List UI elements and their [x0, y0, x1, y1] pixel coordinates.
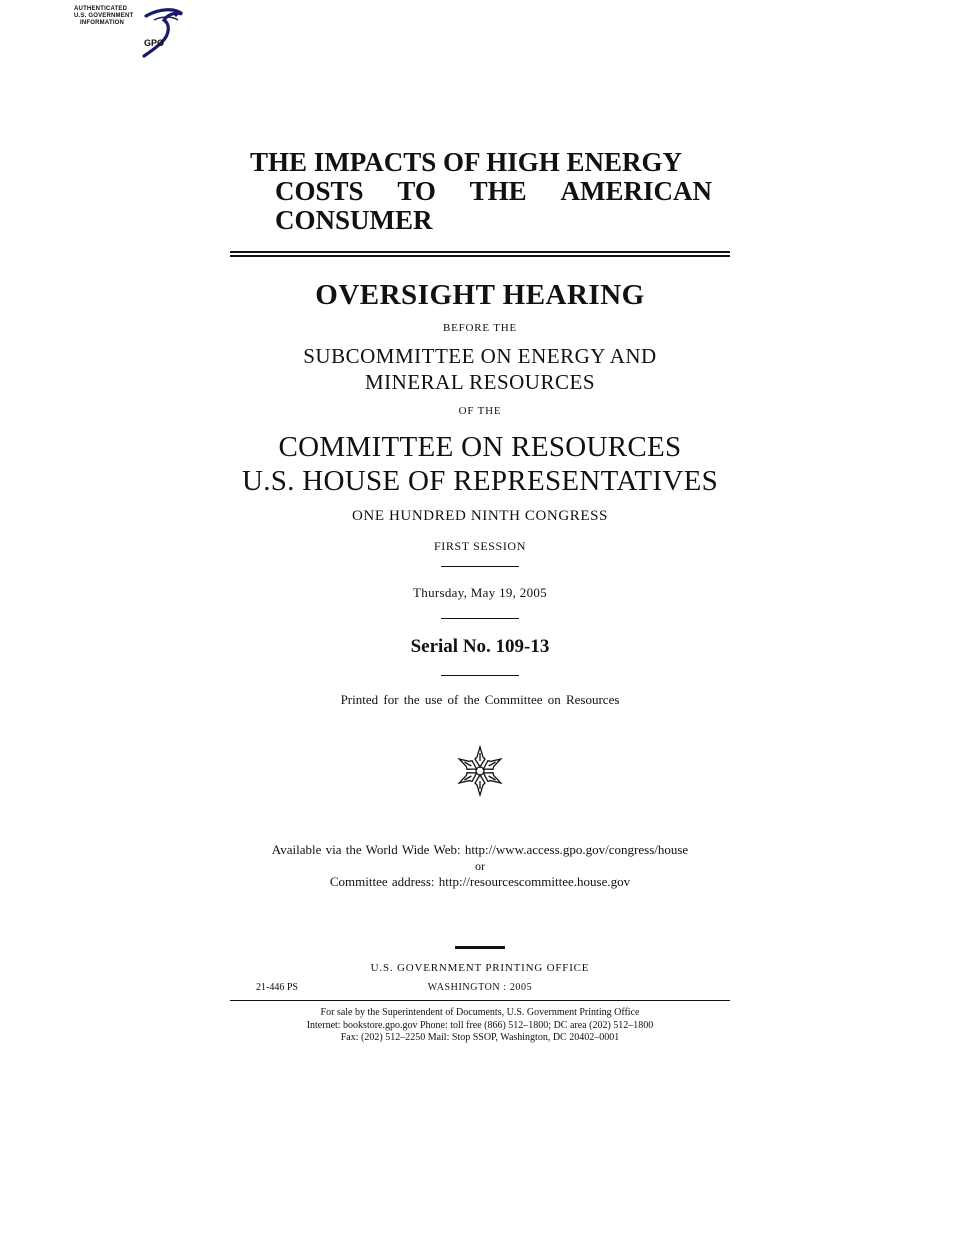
seal-text-authenticated: AUTHENTICATED	[74, 6, 128, 12]
title-line-3: CONSUMER	[275, 205, 433, 235]
title-rule-top	[230, 251, 730, 253]
serial-number: Serial No. 109-13	[410, 636, 550, 657]
sale-line-2: Internet: bookstore.gpo.gov Phone: toll free (866) 512–1800; DC area (202) 512–1800	[306, 1019, 654, 1031]
title-word: THE	[469, 176, 527, 206]
printing-office-name: U.S. GOVERNMENT PRINTING OFFICE	[370, 962, 590, 974]
title-word: TO	[397, 176, 436, 206]
imprint-rule	[455, 946, 505, 949]
sale-notice	[0, 1007, 960, 1045]
stock-number: 21-446 PS	[256, 982, 298, 993]
seal-gpo-mark: GPO	[144, 38, 165, 48]
congress-label: ONE HUNDRED NINTH CONGRESS	[351, 508, 609, 524]
title-line-2	[250, 177, 712, 206]
committee-name: COMMITTEE ON RESOURCES	[278, 431, 682, 463]
seal-text-government: U.S. GOVERNMENT	[74, 13, 134, 19]
of-the-label: OF THE	[458, 405, 502, 417]
house-name: U.S. HOUSE OF REPRESENTATIVES	[241, 465, 719, 497]
imprint-bottom-rule	[230, 1000, 730, 1001]
availability-note	[0, 842, 960, 890]
title-word: COSTS	[275, 176, 364, 206]
title-line-1: THE IMPACTS OF HIGH ENERGY	[250, 147, 683, 177]
hearing-type: OVERSIGHT HEARING	[315, 279, 645, 311]
imprint-location-year: WASHINGTON : 2005	[427, 982, 533, 993]
gpo-star-ornament-icon	[453, 744, 507, 798]
eagle-icon	[136, 6, 186, 58]
document-title	[250, 148, 712, 235]
title-rule-bottom	[230, 255, 730, 257]
title-word: AMERICAN	[560, 176, 712, 206]
divider-rule	[441, 675, 519, 676]
gpo-authentication-seal	[74, 6, 186, 58]
web-availability-line: Available via the World Wide Web: http://www.access.gpo.gov/congress/house	[271, 842, 689, 857]
committee-address-line: Committee address: http://resourcescommittee.house.gov	[329, 874, 631, 889]
seal-text-information: INFORMATION	[80, 20, 125, 26]
before-the-label: BEFORE THE	[442, 322, 518, 334]
sale-line-3: Fax: (202) 512–2250 Mail: Stop SSOP, Washington, DC 20402–0001	[340, 1032, 620, 1043]
hearing-date: Thursday, May 19, 2005	[413, 585, 547, 600]
sale-line-1: For sale by the Superintendent of Documents, U.S. Government Printing Office	[320, 1007, 640, 1018]
divider-rule	[441, 618, 519, 619]
printed-for-note: Printed for the use of the Committee on Resources	[340, 692, 620, 707]
subcommittee-line-2: MINERAL RESOURCES	[365, 370, 595, 394]
or-separator: or	[475, 859, 485, 873]
subcommittee-line-1: SUBCOMMITTEE ON ENERGY AND	[303, 344, 657, 368]
session-label: FIRST SESSION	[434, 539, 526, 553]
divider-rule	[441, 566, 519, 567]
